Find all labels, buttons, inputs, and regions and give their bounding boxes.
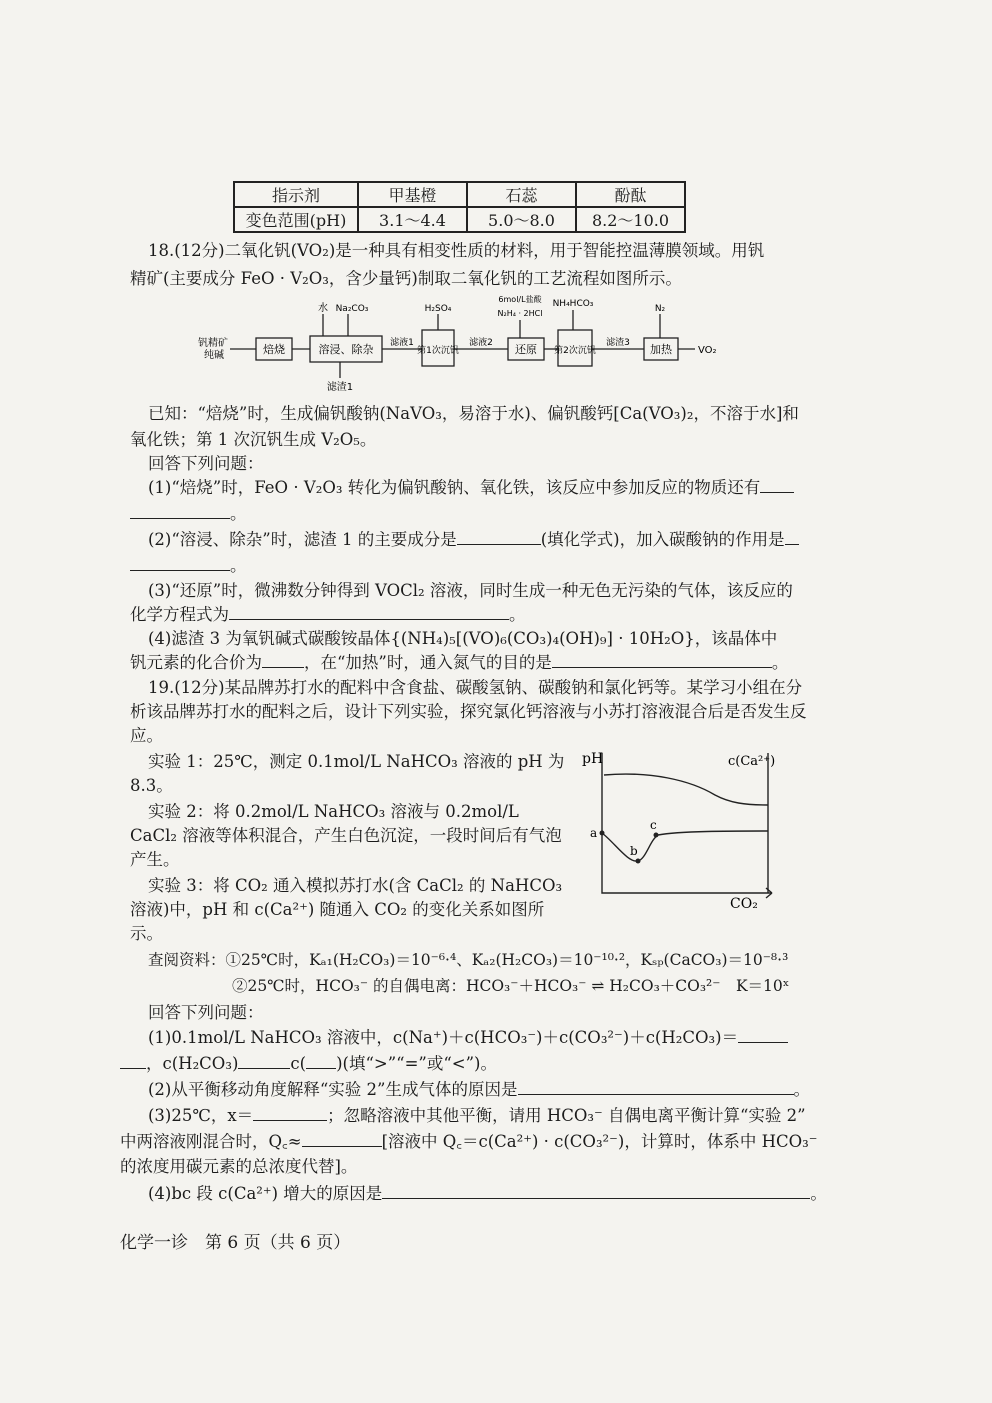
flow-input: 6mol/L盐酸 bbox=[498, 295, 542, 304]
table-cell: 甲基橙 bbox=[358, 182, 467, 207]
q18-answer-prompt: 回答下列问题： bbox=[148, 454, 264, 473]
q19-part-1: (1)0.1mol/L NaHCO₃ 溶液中，c(Na⁺)＋c(HCO₃⁻)＋c(CO₃²⁻)＋c(H₂CO₃)＝ bbox=[148, 1024, 788, 1048]
flow-input: Na₂CO₃ bbox=[335, 304, 369, 314]
q19-exp3c: 示。 bbox=[130, 924, 163, 943]
table-header-row bbox=[234, 182, 685, 207]
indicator-table bbox=[233, 181, 686, 233]
q18-part-3b: 化学方程式为 。 bbox=[130, 605, 526, 624]
q18-part-3: (3)“还原”时，微沸数分钟得到 VOCl₂ 溶液，同时生成一种无色无污染的气体，该反应的 bbox=[148, 581, 793, 600]
q19-exp2b: CaCl₂ 溶液等体积混合，产生白色沉淀，一段时间后有气泡 bbox=[130, 826, 562, 845]
flow-step: 加热 bbox=[650, 343, 672, 356]
q18-intro-1: 18.(12分)二氧化钒(VO₂)是一种具有相变性质的材料，用于智能控温薄膜领域。用钒 bbox=[148, 241, 765, 260]
table-cell: 8.2～10.0 bbox=[576, 207, 685, 232]
flow-input: N₂H₄ · 2HCl bbox=[497, 309, 543, 318]
q19-ref-1: 查阅资料：①25℃时，Kₐ₁(H₂CO₃)＝10⁻⁶·⁴、Kₐ₂(H₂CO₃)＝10⁻¹⁰·²，Kₛₚ(CaCO₃)＝10⁻⁸·³ bbox=[148, 951, 789, 969]
flow-residue: 滤渣1 bbox=[326, 382, 354, 393]
graph-point-label: b bbox=[630, 844, 638, 858]
graph-point-label: a bbox=[590, 826, 598, 840]
q19-part-4: (4)bc 段 c(Ca²⁺) 增大的原因是 。 bbox=[148, 1184, 827, 1203]
q19-exp2c: 产生。 bbox=[130, 850, 180, 869]
table-cell: 3.1～4.4 bbox=[358, 207, 467, 232]
q18-part-2-blank: 。 bbox=[130, 552, 247, 576]
q19-part-3b: 中两溶液刚混合时，Q꜀≈ [溶液中 Q꜀＝c(Ca²⁺) · c(CO₃²⁻)，计算时，体系中 HCO₃⁻ bbox=[120, 1132, 818, 1151]
q18-part-4: (4)滤渣 3 为氧钒碱式碳酸铵晶体{(NH₄)₅[(VO)₆(CO₃)₄(OH)₉] · 10H₂O}，该晶体中 bbox=[148, 629, 778, 648]
calcium-curve bbox=[604, 774, 768, 805]
q18-part-1: (1)“焙烧”时，FeO · V₂O₃ 转化为偏钒酸钠、氧化铁，该反应中参加反应的物质还有 bbox=[148, 474, 794, 498]
q19-part-3: (3)25℃，x＝ ；忽略溶液中其他平衡，请用 HCO₃⁻ 自偶电离平衡计算“实验 2” bbox=[148, 1106, 806, 1125]
table-cell: 石蕊 bbox=[467, 182, 576, 207]
q18-known-1: 已知：“焙烧”时，生成偏钒酸钠(NaVO₃，易溶于水)、偏钒酸钙[Ca(VO₃)₂，不溶于水]和 bbox=[148, 404, 799, 423]
q19-answer-prompt: 回答下列问题： bbox=[148, 1003, 264, 1022]
flow-step: 第2次沉钒 bbox=[554, 346, 596, 356]
page-footer: 化学一诊 第 6 页（共 6 页） bbox=[120, 1233, 351, 1253]
graph-point-label: c bbox=[650, 818, 657, 832]
graph-right-axis-label: c(Ca²⁺) bbox=[728, 754, 776, 769]
graph-x-axis-label: CO₂ bbox=[730, 896, 758, 912]
flow-step: 焙烧 bbox=[263, 343, 285, 356]
q19-part-2: (2)从平衡移动角度解释“实验 2”生成气体的原因是 。 bbox=[148, 1080, 810, 1099]
q18-known-2: 氧化铁；第 1 次沉钒生成 V₂O₅。 bbox=[130, 430, 377, 449]
graph-left-axis-label: pH bbox=[582, 751, 604, 767]
q18-part-2: (2)“溶浸、除杂”时，滤渣 1 的主要成分是 (填化学式)，加入碳酸钠的作用是 bbox=[148, 526, 799, 550]
q19-intro-3: 应。 bbox=[130, 726, 163, 745]
flow-start-2: 纯碱 bbox=[204, 350, 224, 361]
flow-filtrate: 滤渣3 bbox=[606, 338, 630, 348]
ph-calcium-graph bbox=[580, 745, 780, 915]
q18-part-4b: 钒元素的化合价为 ，在“加热”时，通入氮气的目的是 。 bbox=[130, 653, 789, 672]
flow-input: H₂SO₄ bbox=[424, 304, 452, 314]
flow-input: N₂ bbox=[654, 304, 666, 314]
flow-filtrate: 滤液2 bbox=[469, 338, 493, 348]
ph-curve bbox=[602, 831, 768, 861]
flow-input: 水 bbox=[318, 303, 328, 314]
flow-step: 溶浸、除杂 bbox=[318, 343, 374, 356]
q19-intro-1: 19.(12分)某品牌苏打水的配料中含食盐、碳酸氢钠、碳酸钠和氯化钙等。某学习小组在分 bbox=[148, 678, 803, 697]
q19-part-1b: ，c(H₂CO₃) c( )(填“>”“=”或“<”)。 bbox=[120, 1050, 497, 1074]
q19-intro-2: 析该品牌苏打水的配料之后，设计下列实验，探究氯化钙溶液与小苏打溶液混合后是否发生反 bbox=[130, 702, 807, 721]
flow-start: 钒精矿 bbox=[198, 338, 228, 349]
table-cell: 5.0～8.0 bbox=[467, 207, 576, 232]
process-flow-diagram bbox=[190, 292, 750, 402]
table-cell: 变色范围(pH) bbox=[234, 207, 358, 232]
q19-exp1: 实验 1：25℃，测定 0.1mol/L NaHCO₃ 溶液的 pH 为 bbox=[148, 752, 565, 771]
flow-product: VO₂ bbox=[698, 345, 717, 356]
q19-exp2: 实验 2：将 0.2mol/L NaHCO₃ 溶液与 0.2mol/L bbox=[148, 802, 519, 821]
q19-part-3c: 的浓度用碳元素的总浓度代替]。 bbox=[120, 1157, 358, 1176]
q18-part-1-blank: 。 bbox=[130, 500, 247, 524]
q19-exp1b: 8.3。 bbox=[130, 776, 173, 795]
table-row bbox=[234, 207, 685, 232]
q19-exp3b: 溶液)中，pH 和 c(Ca²⁺) 随通入 CO₂ 的变化关系如图所 bbox=[130, 900, 545, 919]
table-cell: 酚酞 bbox=[576, 182, 685, 207]
q19-exp3: 实验 3：将 CO₂ 通入模拟苏打水(含 CaCl₂ 的 NaHCO₃ bbox=[148, 876, 563, 895]
table-cell: 指示剂 bbox=[234, 182, 358, 207]
q19-ref-2: ②25℃时，HCO₃⁻ 的自偶电离：HCO₃⁻＋HCO₃⁻ ⇌ H₂CO₃＋CO₃²⁻ K＝10ˣ bbox=[232, 977, 790, 995]
flow-input: NH₄HCO₃ bbox=[552, 299, 594, 309]
flow-step: 第1次沉钒 bbox=[417, 346, 459, 356]
flow-filtrate: 滤液1 bbox=[390, 338, 414, 348]
flow-step: 还原 bbox=[515, 343, 537, 356]
q18-intro-2: 精矿(主要成分 FeO · V₂O₃，含少量钙)制取二氧化钒的工艺流程如图所示。 bbox=[130, 269, 682, 288]
